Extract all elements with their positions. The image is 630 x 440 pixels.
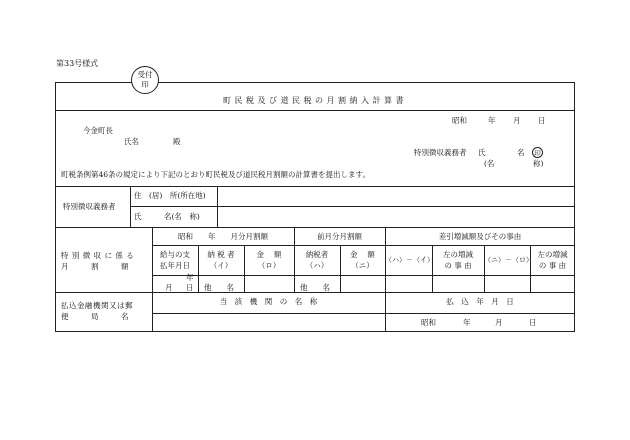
header-difference: 差引増減額及びその事由 bbox=[438, 232, 522, 241]
address-label: 住 (居) 所(所在地) bbox=[134, 191, 206, 200]
section3-label-1: 払込金融機関又は郵 bbox=[61, 301, 133, 310]
row-month: 月 bbox=[165, 283, 173, 292]
payment-month: 月 bbox=[495, 318, 503, 327]
section1-mid-rule bbox=[130, 206, 575, 207]
col-prev-amount-2: （ニ） bbox=[351, 261, 374, 270]
addressee-office: 今金町長 bbox=[83, 126, 113, 135]
payment-date-header: 払 込 年 月 日 bbox=[446, 297, 514, 306]
col-prev-taxpayers-2: （ハ） bbox=[305, 261, 329, 270]
reception-stamp-circle: 受付 印 bbox=[131, 66, 159, 94]
date-era: 昭和 bbox=[452, 116, 467, 125]
col-taxpayers-2: （イ） bbox=[209, 261, 233, 270]
section1-label: 特別徴収義務者 bbox=[63, 202, 116, 211]
title-rule bbox=[55, 110, 575, 111]
section1-divider bbox=[130, 186, 131, 227]
obligor-name-label: 氏 bbox=[478, 148, 486, 157]
row-day: 日 bbox=[186, 283, 194, 292]
col-divider-7 bbox=[484, 245, 485, 292]
section2-sub-rule bbox=[152, 275, 575, 276]
row-year: 年 bbox=[186, 273, 194, 282]
date-day: 日 bbox=[538, 116, 546, 125]
section2-label-1: 特 別 徴 収 に 係 る bbox=[61, 251, 135, 260]
col-amount-2: （ロ） bbox=[257, 261, 281, 270]
section2-header-rule bbox=[152, 245, 575, 246]
row-prev-other-count: 他 名 bbox=[300, 283, 330, 292]
section3-top-rule bbox=[55, 292, 575, 293]
seal-mark: 印 bbox=[532, 147, 543, 158]
obligor-name-paren-2: 称) bbox=[533, 159, 544, 168]
header-current-month: 昭和 年 月分月割額 bbox=[178, 232, 268, 241]
obligor-label: 特別徴収義務者 bbox=[414, 148, 467, 157]
col-amount-1: 金 額 bbox=[256, 250, 282, 259]
header-previous-month: 前月分月割額 bbox=[317, 232, 362, 241]
payment-year: 年 bbox=[463, 318, 471, 327]
col-taxpayers-1: 納 税 者 bbox=[207, 250, 235, 259]
addressee-honorific: 殿 bbox=[173, 137, 181, 146]
page-title: 町民税及び道民税の月割納入計算書 bbox=[223, 96, 407, 105]
section2-top-rule bbox=[55, 227, 575, 228]
col-diff-amount: （ニ）－（ロ） bbox=[484, 256, 533, 264]
col-prev-amount-1: 金 額 bbox=[350, 250, 375, 259]
addressee-name-label: 氏名 bbox=[124, 137, 139, 146]
col-payment-date-2: 払年月日 bbox=[160, 261, 190, 270]
col-reason2-1: 左の増減 bbox=[537, 250, 568, 259]
col-prev-taxpayers-1: 納税者 bbox=[305, 250, 329, 259]
row-other-count: 他 名 bbox=[204, 283, 234, 292]
col-payment-date-1: 給与の支 bbox=[160, 250, 190, 259]
col-reason2-2: の 事 由 bbox=[538, 261, 567, 270]
col-reason1-1: 左の増減 bbox=[443, 250, 473, 259]
form-frame bbox=[55, 82, 575, 332]
label-divider bbox=[152, 227, 153, 332]
date-year: 年 bbox=[488, 116, 496, 125]
section3-label-2: 便 局 名 bbox=[61, 312, 129, 321]
date-month: 月 bbox=[513, 116, 521, 125]
section1-top-rule bbox=[55, 186, 575, 187]
section2-label-2: 月 割 額 bbox=[61, 262, 129, 271]
obligor-name-label-2: 名 bbox=[517, 148, 525, 157]
payment-era: 昭和 bbox=[421, 318, 436, 327]
name-label: 氏 名(名 称) bbox=[134, 212, 200, 221]
col-reason1-2: の 事 由 bbox=[444, 261, 472, 270]
section3-mid-rule bbox=[152, 313, 575, 314]
col-diff-taxpayers: （ハ）－（イ） bbox=[385, 256, 434, 264]
form-number: 第33号様式 bbox=[56, 59, 99, 68]
payment-day: 日 bbox=[529, 318, 537, 327]
institution-header: 当 該 機 関 の 名 称 bbox=[219, 297, 318, 306]
statement-text: 町税条例第46条の規定により下記のとおり町民税及び道民税月割額の計算書を提出します。 bbox=[61, 170, 370, 179]
section1-value-divider bbox=[217, 186, 218, 227]
obligor-name-paren: (名 bbox=[484, 159, 495, 168]
